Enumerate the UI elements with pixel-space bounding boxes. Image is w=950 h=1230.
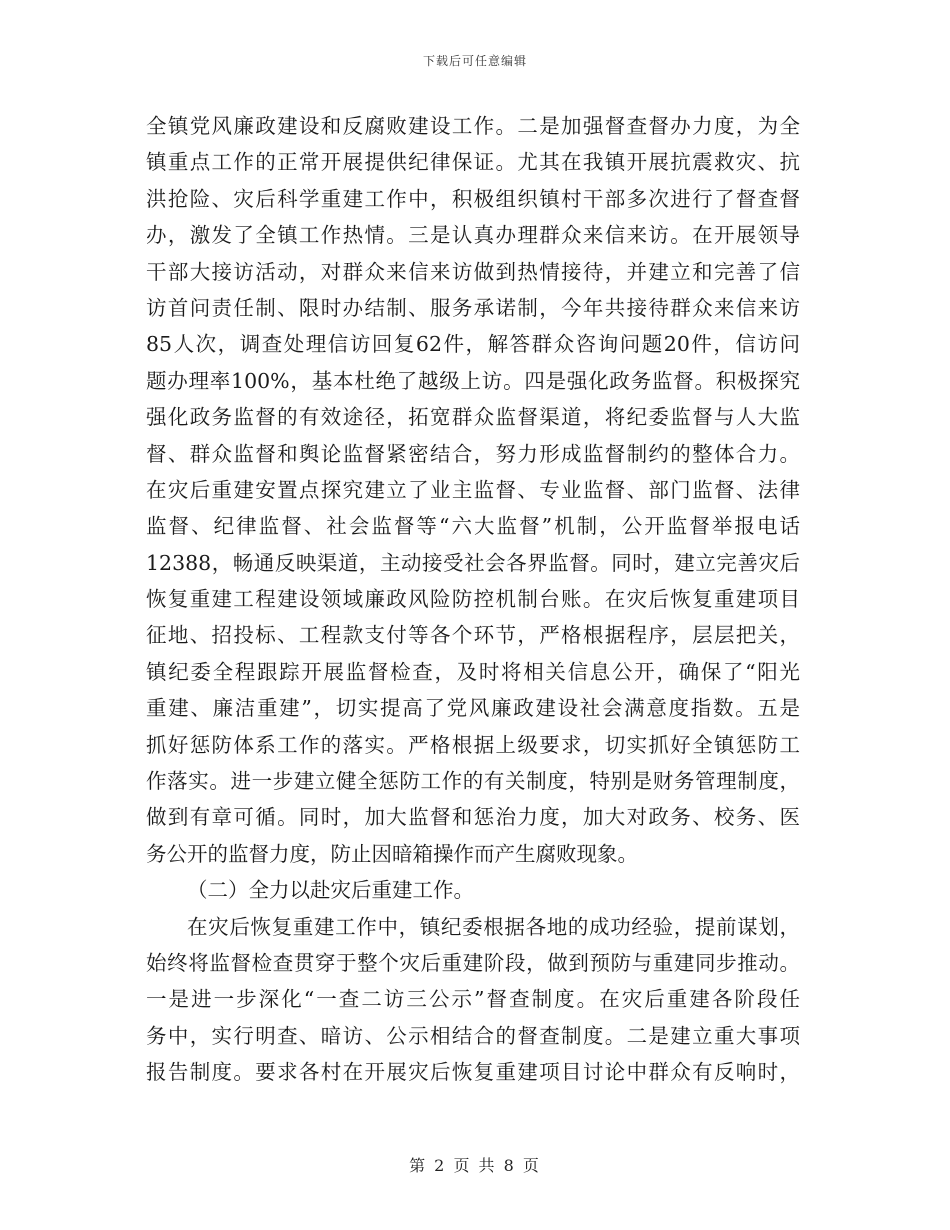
body-line: 在灾后重建安置点探究建立了业主监督、专业监督、部门监督、法律 — [146, 477, 800, 502]
body-line: 做到有章可循。同时，加大监督和惩治力度，加大对政务、校务、医 — [146, 805, 800, 830]
body-line: 办，激发了全镇工作热情。三是认真办理群众来信来访。在开展领导 — [146, 223, 800, 248]
body-line: 洪抢险、灾后科学重建工作中，积极组织镇村干部多次进行了督查督 — [146, 186, 800, 211]
body-line: 督、群众监督和舆论监督紧密结合，努力形成监督制约的整体合力。 — [146, 441, 800, 466]
page-number-footer: 第 2 页 共 8 页 — [409, 1156, 541, 1175]
section-heading: （二）全力以赴灾后重建工作。 — [187, 878, 474, 903]
body-line: 干部大接访活动，对群众来信来访做到热情接待，并建立和完善了信 — [146, 259, 800, 284]
body-line: 征地、招投标、工程款支付等各个环节，严格根据程序，层层把关， — [146, 623, 800, 648]
body-line: 强化政务监督的有效途径，拓宽群众监督渠道，将纪委监督与人大监 — [146, 405, 800, 430]
body-line: 务公开的监督力度，防止因暗箱操作而产生腐败现象。 — [146, 841, 638, 866]
body-line: 在灾后恢复重建工作中，镇纪委根据各地的成功经验，提前谋划， — [187, 914, 800, 939]
body-line: 报告制度。要求各村在开展灾后恢复重建项目讨论中群众有反响时， — [146, 1060, 800, 1085]
body-line: 务中，实行明查、暗访、公示相结合的督查制度。二是建立重大事项 — [146, 1023, 800, 1048]
body-line: 12388，畅通反映渠道，主动接受社会各界监督。同时，建立完善灾后 — [146, 550, 800, 575]
body-line: 全镇党风廉政建设和反腐败建设工作。二是加强督查督办力度，为全 — [146, 114, 800, 138]
body-line: 作落实。进一步建立健全惩防工作的有关制度，特别是财务管理制度， — [146, 769, 800, 794]
body-line: 题办理率100%，基本杜绝了越级上访。四是强化政务监督。积极探究 — [146, 368, 800, 393]
document-body — [146, 108, 800, 1091]
body-line: 抓好惩防体系工作的落实。严格根据上级要求，切实抓好全镇惩防工 — [146, 732, 800, 757]
body-line: 镇纪委全程跟踪开展监督检查，及时将相关信息公开，确保了“阳光 — [146, 659, 800, 684]
body-line: 镇重点工作的正常开展提供纪律保证。尤其在我镇开展抗震救灾、抗 — [146, 150, 800, 175]
body-line: 访首问责任制、限时办结制、服务承诺制，今年共接待群众来信来访 — [146, 295, 800, 320]
body-line: 重建、廉洁重建”，切实提高了党风廉政建设社会满意度指数。五是 — [146, 696, 800, 721]
body-line: 监督、纪律监督、社会监督等“六大监督”机制，公开监督举报电话 — [146, 514, 800, 539]
body-line: 始终将监督检查贯穿于整个灾后重建阶段，做到预防与重建同步推动。 — [146, 950, 800, 975]
body-line: 恢复重建工程建设领域廉政风险防控机制台账。在灾后恢复重建项目 — [146, 587, 800, 612]
page-header-note: 下载后可任意编辑 — [422, 54, 527, 68]
body-line: 85人次，调查处理信访回复62件，解答群众咨询问题20件，信访问 — [146, 332, 800, 357]
body-line: 一是进一步深化“一查二访三公示”督查制度。在灾后重建各阶段任 — [146, 987, 800, 1012]
